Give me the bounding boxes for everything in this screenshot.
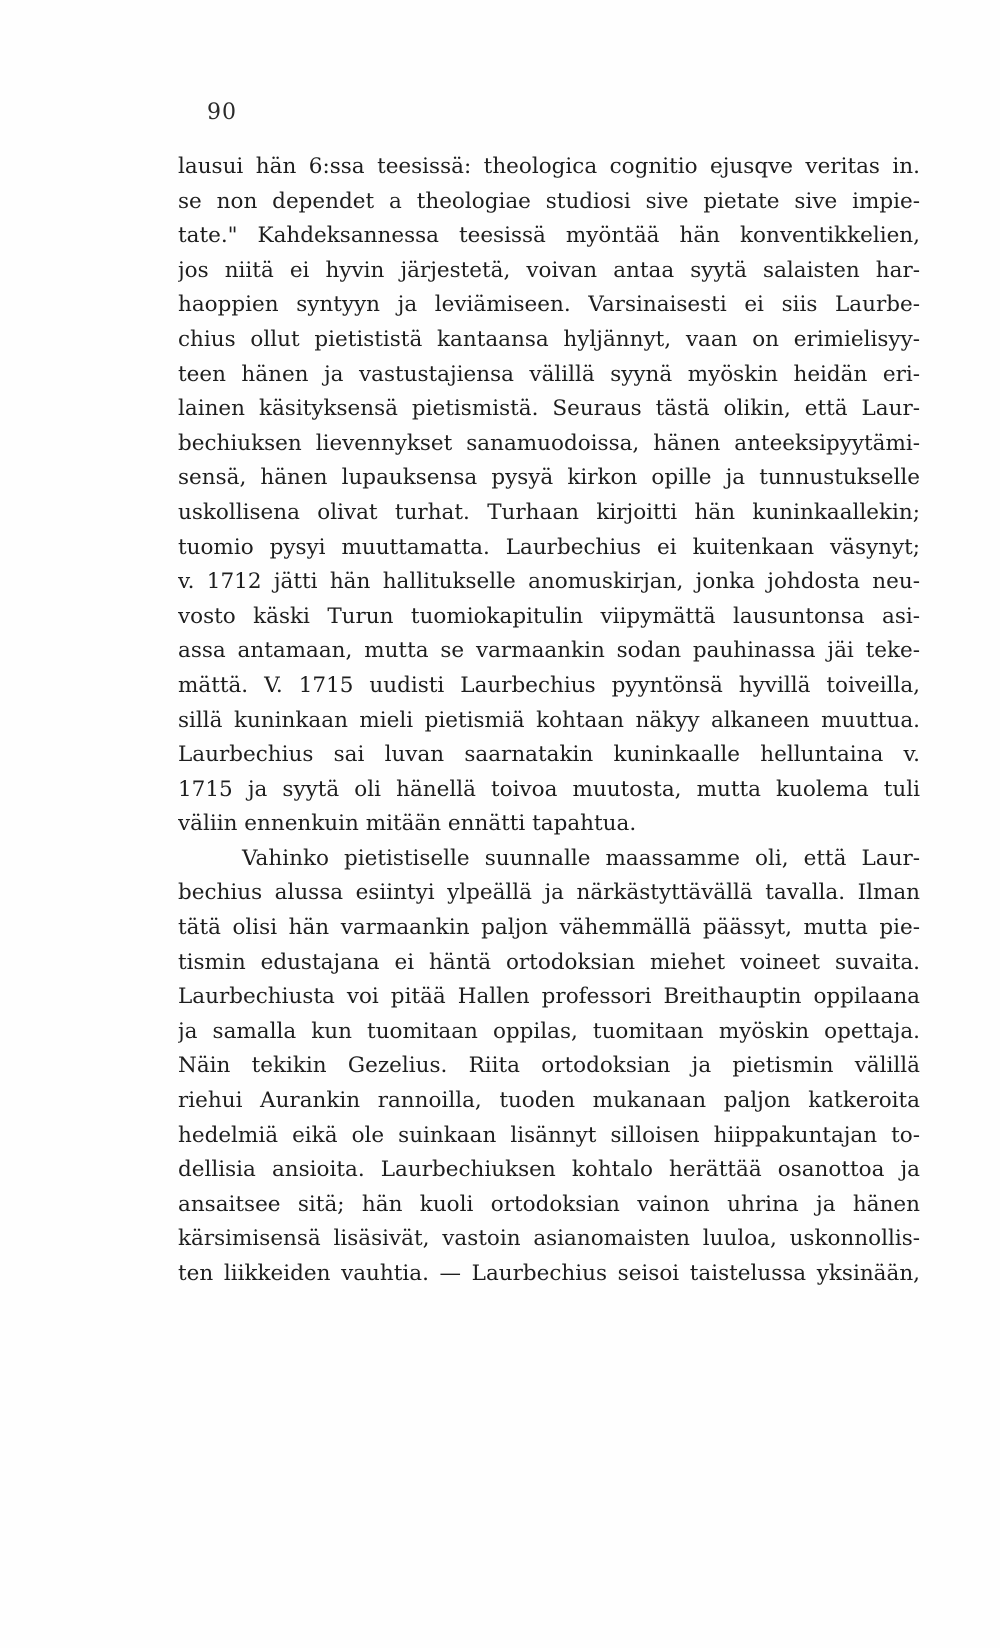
text-line: väliin ennenkuin mitään ennätti tapahtua. xyxy=(178,811,637,837)
text-line: Laurbechius sai luvan saarnatakin kuninkaalle helluntaina v. xyxy=(178,742,920,768)
text-line: tuomio pysyi muuttamatta. Laurbechius ei kuitenkaan väsynyt; xyxy=(178,534,920,560)
text-line: tätä olisi hän varmaankin paljon vähemmällä päässyt, mutta pie- xyxy=(178,915,920,941)
page-number: 90 xyxy=(207,100,237,125)
text-line: tate." Kahdeksannessa teesissä myöntää hän konventikkelien, xyxy=(178,223,920,249)
text-line: lausui hän 6:ssa teesissä: theologica cognitio ejusqve veritas in. xyxy=(178,154,920,179)
text-line: 1715 ja syytä oli hänellä toivoa muutosta, mutta kuolema tuli xyxy=(178,776,920,802)
text-line: Vahinko pietistiselle suunnalle maassamme oli, että Laur- xyxy=(242,845,920,871)
text-line: teen hänen ja vastustajiensa välillä syynä myöskin heidän eri- xyxy=(178,361,920,387)
text-line: v. 1712 jätti hän hallitukselle anomuskirjan, jonka johdosta neu- xyxy=(178,569,920,595)
text-line: hedelmiä eikä ole suinkaan lisännyt silloisen hiippakuntajan to- xyxy=(178,1122,920,1148)
text-line: jos niitä ei hyvin järjestetä, voivan antaa syytä salaisten har- xyxy=(178,257,920,283)
text-line: lainen käsityksensä pietismistä. Seuraus tästä olikin, että Laur- xyxy=(178,396,920,422)
text-line: ten liikkeiden vauhtia. — Laurbechius seisoi taistelussa yksinään, xyxy=(178,1261,920,1286)
text-line: riehui Aurankin rannoilla, tuoden mukanaan paljon katkeroita xyxy=(178,1088,920,1114)
body-text xyxy=(178,150,920,1292)
text-line: kärsimisensä lisäsivät, vastoin asianomaisten luuloa, uskonnollis- xyxy=(178,1226,920,1252)
text-line: assa antamaan, mutta se varmaankin sodan pauhinassa jäi teke- xyxy=(178,638,920,664)
text-line: uskollisena olivat turhat. Turhaan kirjoitti hän kuninkaallekin; xyxy=(178,499,920,525)
text-line: bechiuksen lievennykset sanamuodoissa, hänen anteeksipyytämi- xyxy=(178,430,920,456)
text-line: vosto käski Turun tuomiokapitulin viipymättä lausuntonsa asi- xyxy=(178,603,920,629)
text-line: chius ollut pietististä kantaansa hyljännyt, vaan on erimielisyy- xyxy=(178,326,920,352)
text-line: tismin edustajana ei häntä ortodoksian miehet voineet suvaita. xyxy=(178,949,920,975)
text-line: ansaitsee sitä; hän kuoli ortodoksian vainon uhrina ja hänen xyxy=(178,1191,920,1217)
text-line: se non dependet a theologiae studiosi sive pietate sive impie- xyxy=(178,188,920,214)
text-line: sillä kuninkaan mieli pietismiä kohtaan näkyy alkaneen muuttua. xyxy=(178,707,920,733)
text-line: haoppien syntyyn ja leviämiseen. Varsinaisesti ei siis Laurbe- xyxy=(178,292,920,318)
text-line: dellisia ansioita. Laurbechiuksen kohtalo herättää osanottoa ja xyxy=(178,1157,920,1183)
text-line: Laurbechiusta voi pitää Hallen professori Breithauptin oppilaana xyxy=(178,984,920,1010)
text-line: bechius alussa esiintyi ylpeällä ja närkästyttävällä tavalla. Ilman xyxy=(178,880,920,906)
text-line: ja samalla kun tuomitaan oppilas, tuomitaan myöskin opettaja. xyxy=(178,1018,920,1044)
text-line: sensä, hänen lupauksensa pysyä kirkon opille ja tunnustukselle xyxy=(178,465,920,491)
text-line: Näin tekikin Gezelius. Riita ortodoksian ja pietismin välillä xyxy=(178,1053,920,1079)
text-line: mättä. V. 1715 uudisti Laurbechius pyyntönsä hyvillä toiveilla, xyxy=(178,672,920,698)
